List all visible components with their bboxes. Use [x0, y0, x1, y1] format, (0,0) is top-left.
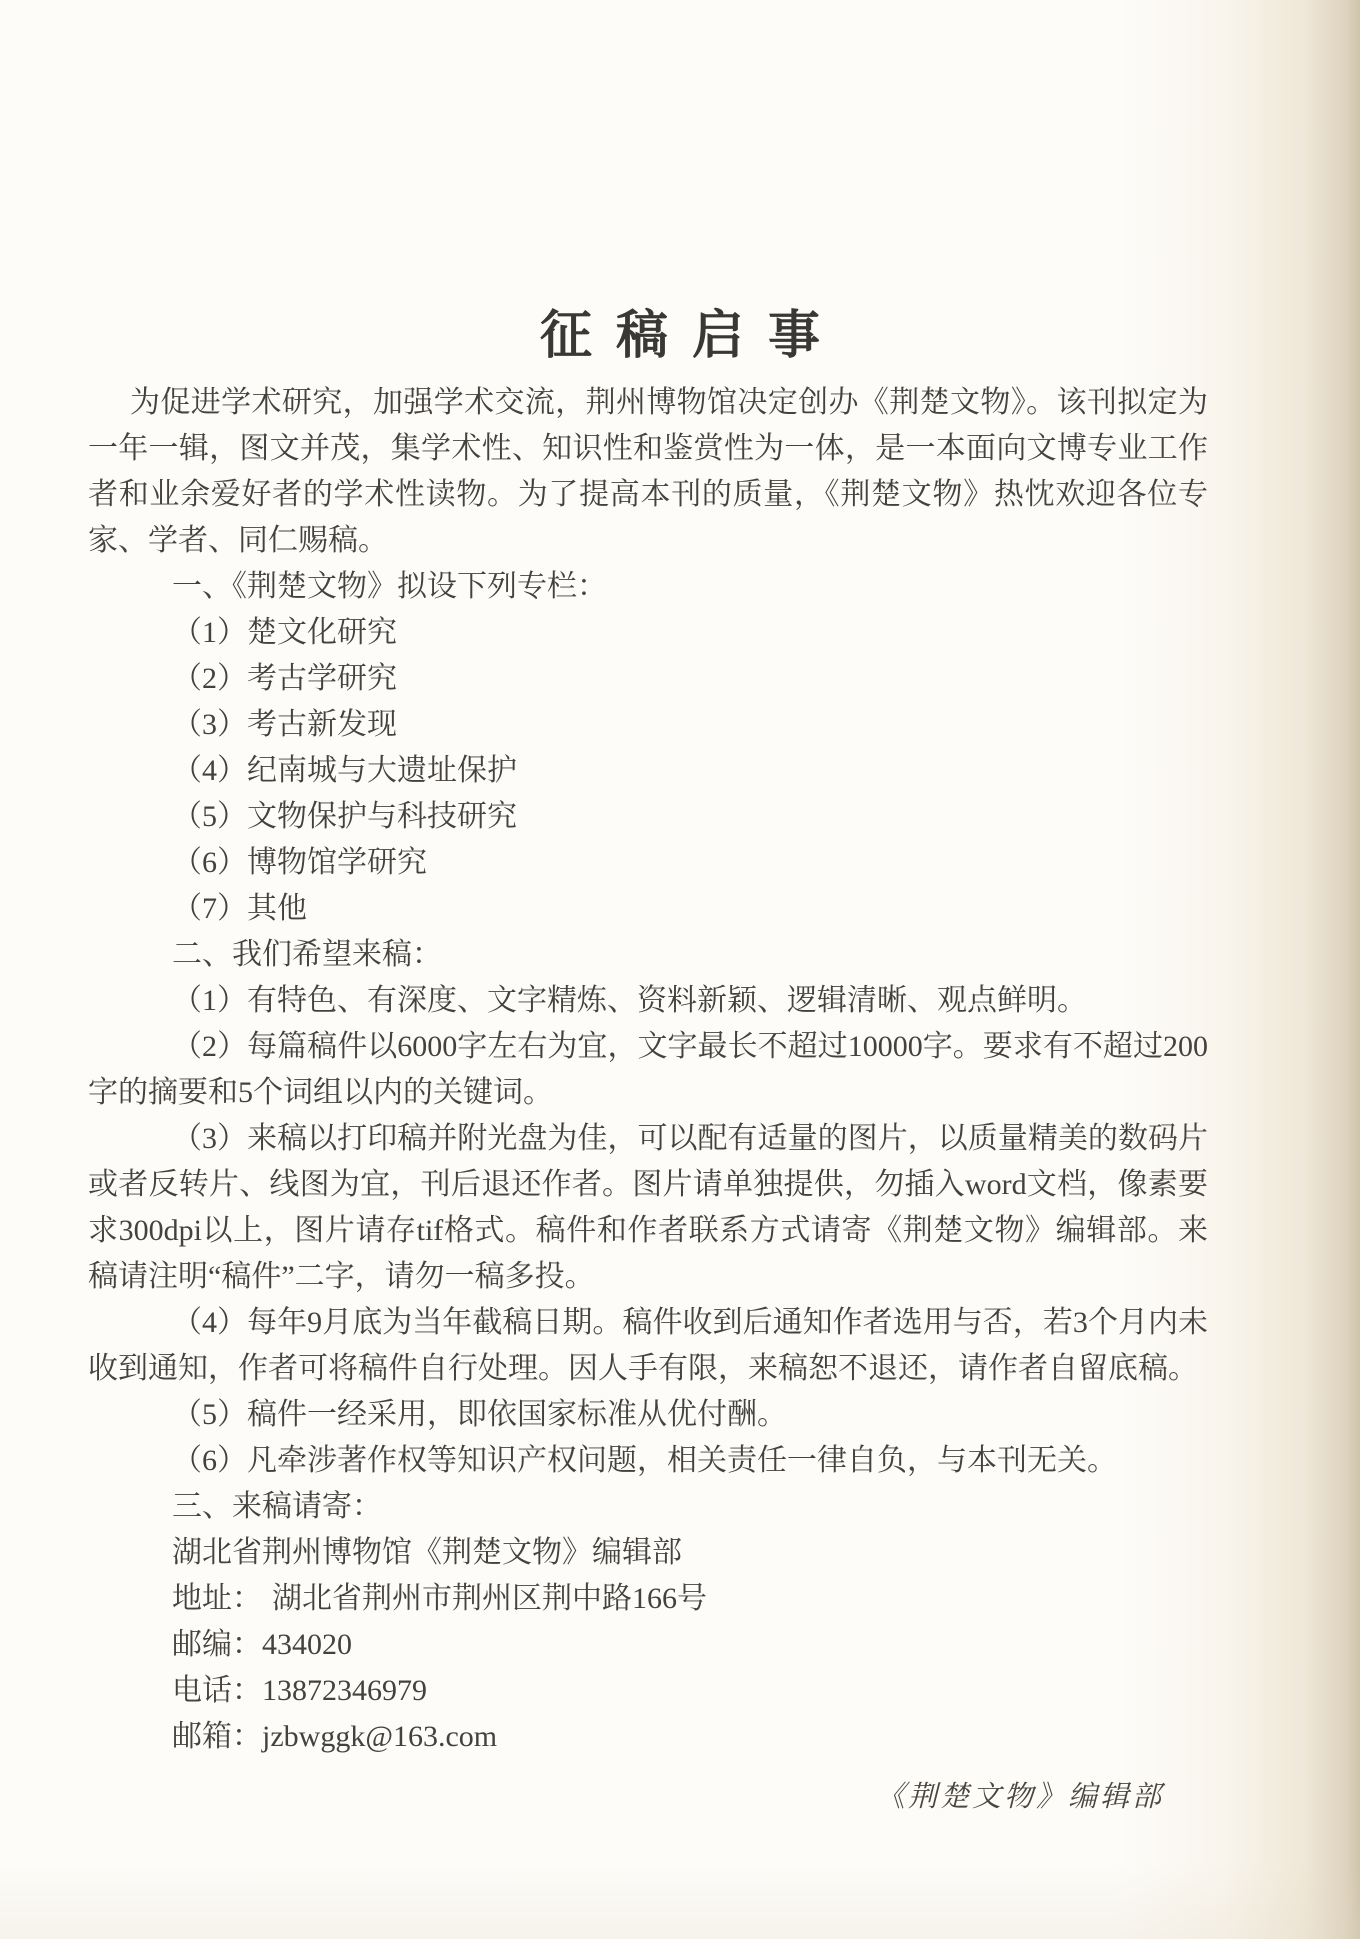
mailing-recipient-line: 湖北省荆州博物馆《荆楚文物》编辑部 — [172, 1536, 682, 1569]
section-3-heading: 三、来稿请寄： — [172, 1490, 382, 1523]
mailing-postcode-line — [88, 1622, 1208, 1668]
address-value: 湖北省荆州市荆州区荆中路166号 — [272, 1582, 707, 1615]
email-label: 邮箱： — [172, 1720, 262, 1753]
phone-label: 电话： — [172, 1674, 262, 1707]
guideline-item-2: （2）每篇稿件以6000字左右为宜，文字最长不超过10000字。要求有不超过200字的摘要和5个词组以内的关键词。 — [88, 1030, 1208, 1109]
column-item-1: （1）楚文化研究 — [172, 616, 397, 649]
column-item-6: （6）博物馆学研究 — [172, 846, 427, 879]
guideline-item-4: （4）每年9月底为当年截稿日期。稿件收到后通知作者选用与否，若3个月内未收到通知，作者可将稿件自行处理。因人手有限，来稿恕不退还，请作者自留底稿。 — [88, 1306, 1208, 1385]
email-value: jzbwggk@163.com — [262, 1720, 498, 1753]
guideline-item-3: （3）来稿以打印稿并附光盘为佳，可以配有适量的图片，以质量精美的数码片或者反转片、线图为宜，刊后退还作者。图片请单独提供，勿插入word文档，像素要求300dpi以上，图片请存tif格式。稿件和作者联系方式请寄《荆楚文物》编辑部。来稿请注明“稿件”二字，请勿一稿多投。 — [88, 1122, 1208, 1293]
column-item-4: （4）纪南城与大遗址保护 — [172, 754, 517, 787]
intro-paragraph: 为促进学术研究，加强学术交流，荆州博物馆决定创办《荆楚文物》。该刊拟定为一年一辑，图文并茂，集学术性、知识性和鉴赏性为一体，是一本面向文博专业工作者和业余爱好者的学术性读物。为了提高本刊的质量，《荆楚文物》热忱欢迎各位专家、学者、同仁赐稿。 — [88, 386, 1208, 557]
guideline-item-1: （1）有特色、有深度、文字精炼、资料新颖、逻辑清晰、观点鲜明。 — [172, 984, 1087, 1017]
section-1-heading: 一、《荆楚文物》拟设下列专栏： — [172, 570, 607, 603]
guideline-item-6: （6）凡牵涉著作权等知识产权问题，相关责任一律自负，与本刊无关。 — [172, 1444, 1117, 1477]
editorial-signature: 《荆楚文物》编辑部 — [875, 1781, 1164, 1813]
mailing-email-line — [88, 1714, 1208, 1760]
mailing-address-line — [88, 1576, 1208, 1622]
postcode-label: 邮编： — [172, 1628, 262, 1661]
postcode-value: 434020 — [262, 1628, 352, 1661]
document-body — [88, 380, 1208, 1760]
column-item-3: （3）考古新发现 — [172, 708, 397, 741]
phone-value: 13872346979 — [262, 1674, 427, 1707]
address-label: 地址： — [172, 1582, 262, 1615]
section-2-heading: 二、我们希望来稿： — [172, 938, 442, 971]
column-item-7: （7）其他 — [172, 892, 307, 925]
page-title: 征稿启事 — [539, 307, 844, 365]
column-item-5: （5）文物保护与科技研究 — [172, 800, 517, 833]
mailing-phone-line — [88, 1668, 1208, 1714]
guideline-item-5: （5）稿件一经采用，即依国家标准从优付酬。 — [172, 1398, 787, 1431]
column-item-2: （2）考古学研究 — [172, 662, 397, 695]
